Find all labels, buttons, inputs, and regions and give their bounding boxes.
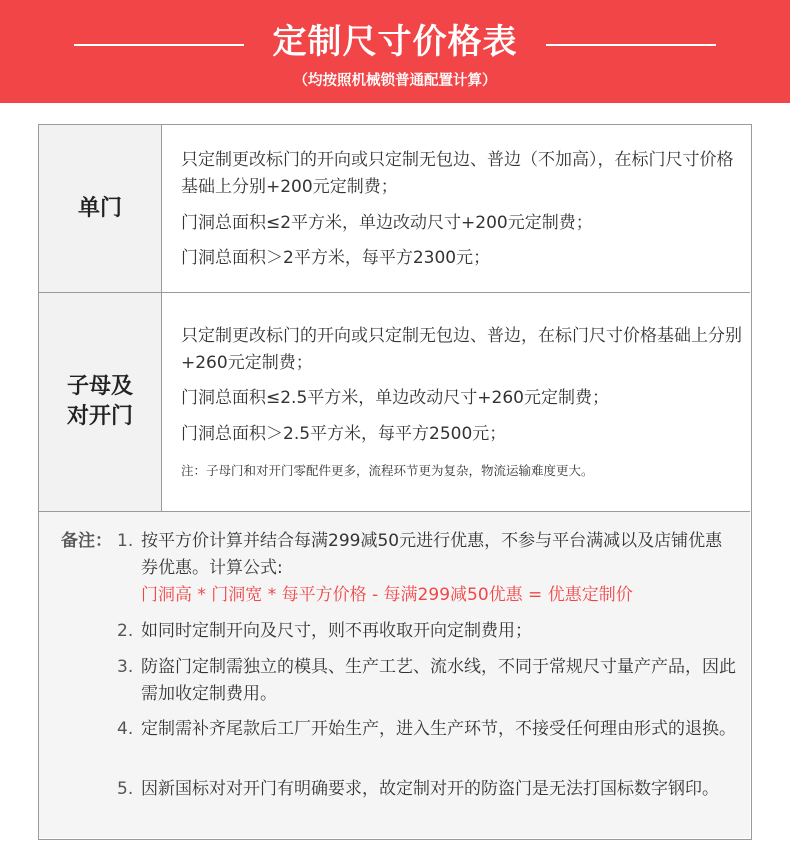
notes-title: 备注： (61, 531, 112, 551)
row-content (163, 293, 750, 511)
note-text: 防盗门定制需独立的模具、生产工艺、流水线，不同于常规尺寸量产产品，因此需加收定制费用。 (141, 657, 736, 704)
title-divider-right (546, 44, 716, 46)
rule-text: 门洞总面积≤2.5平方米，单边改动尺寸+260元定制费； (181, 388, 609, 408)
row-content (163, 125, 750, 292)
page-subtitle: （均按照机械锁普通配置计算） (293, 73, 497, 89)
note-body: 按平方价计算并结合每满299减50元进行优惠，不参与平台满减以及店铺优惠券优惠。计算公式: (141, 531, 723, 578)
price-table (38, 124, 752, 840)
rule-text: 只定制更改标门的开向或只定制无包边、普边（不加高），在标门尺寸价格基础上分别+200元定制费； (181, 150, 734, 197)
row-label (39, 293, 162, 511)
note-number: 5. (117, 779, 134, 799)
note-number: 1. (117, 531, 134, 551)
row-label-text: 子母及对开门 (66, 374, 133, 429)
note-text (141, 528, 739, 609)
table-row-double-door (39, 293, 750, 512)
row-footnote: 注：子母门和对开门零配件更多，流程环节更为复杂，物流运输难度更大。 (181, 463, 594, 478)
rule-text: 门洞总面积≤2平方米，单边改动尺寸+200元定制费； (181, 213, 593, 233)
note-text: 定制需补齐尾款后工厂开始生产，进入生产环节，不接受任何理由形式的退换。 (141, 719, 736, 739)
header-banner (0, 0, 790, 103)
notes-section (39, 512, 750, 838)
rule-text: 门洞总面积＞2.5平方米，每平方2500元； (181, 424, 507, 444)
note-number: 2. (117, 621, 134, 641)
price-formula: 门洞高 * 门洞宽 * 每平方价格 - 每满299减50优惠 = 优惠定制价 (141, 585, 633, 605)
table-row-single-door (39, 125, 750, 293)
note-text: 因新国标对对开门有明确要求，故定制对开的防盗门是无法打国标数字钢印。 (141, 779, 719, 799)
note-text: 如同时定制开向及尺寸，则不再收取开向定制费用； (141, 621, 532, 641)
page-title: 定制尺寸价格表 (272, 22, 518, 62)
row-label: 单门 (39, 125, 162, 292)
rule-text: 门洞总面积＞2平方米，每平方2300元； (181, 248, 491, 268)
note-number: 3. (117, 657, 134, 677)
note-number: 4. (117, 719, 134, 739)
rule-text: 只定制更改标门的开向或只定制无包边、普边，在标门尺寸价格基础上分别+260元定制费； (181, 326, 742, 373)
